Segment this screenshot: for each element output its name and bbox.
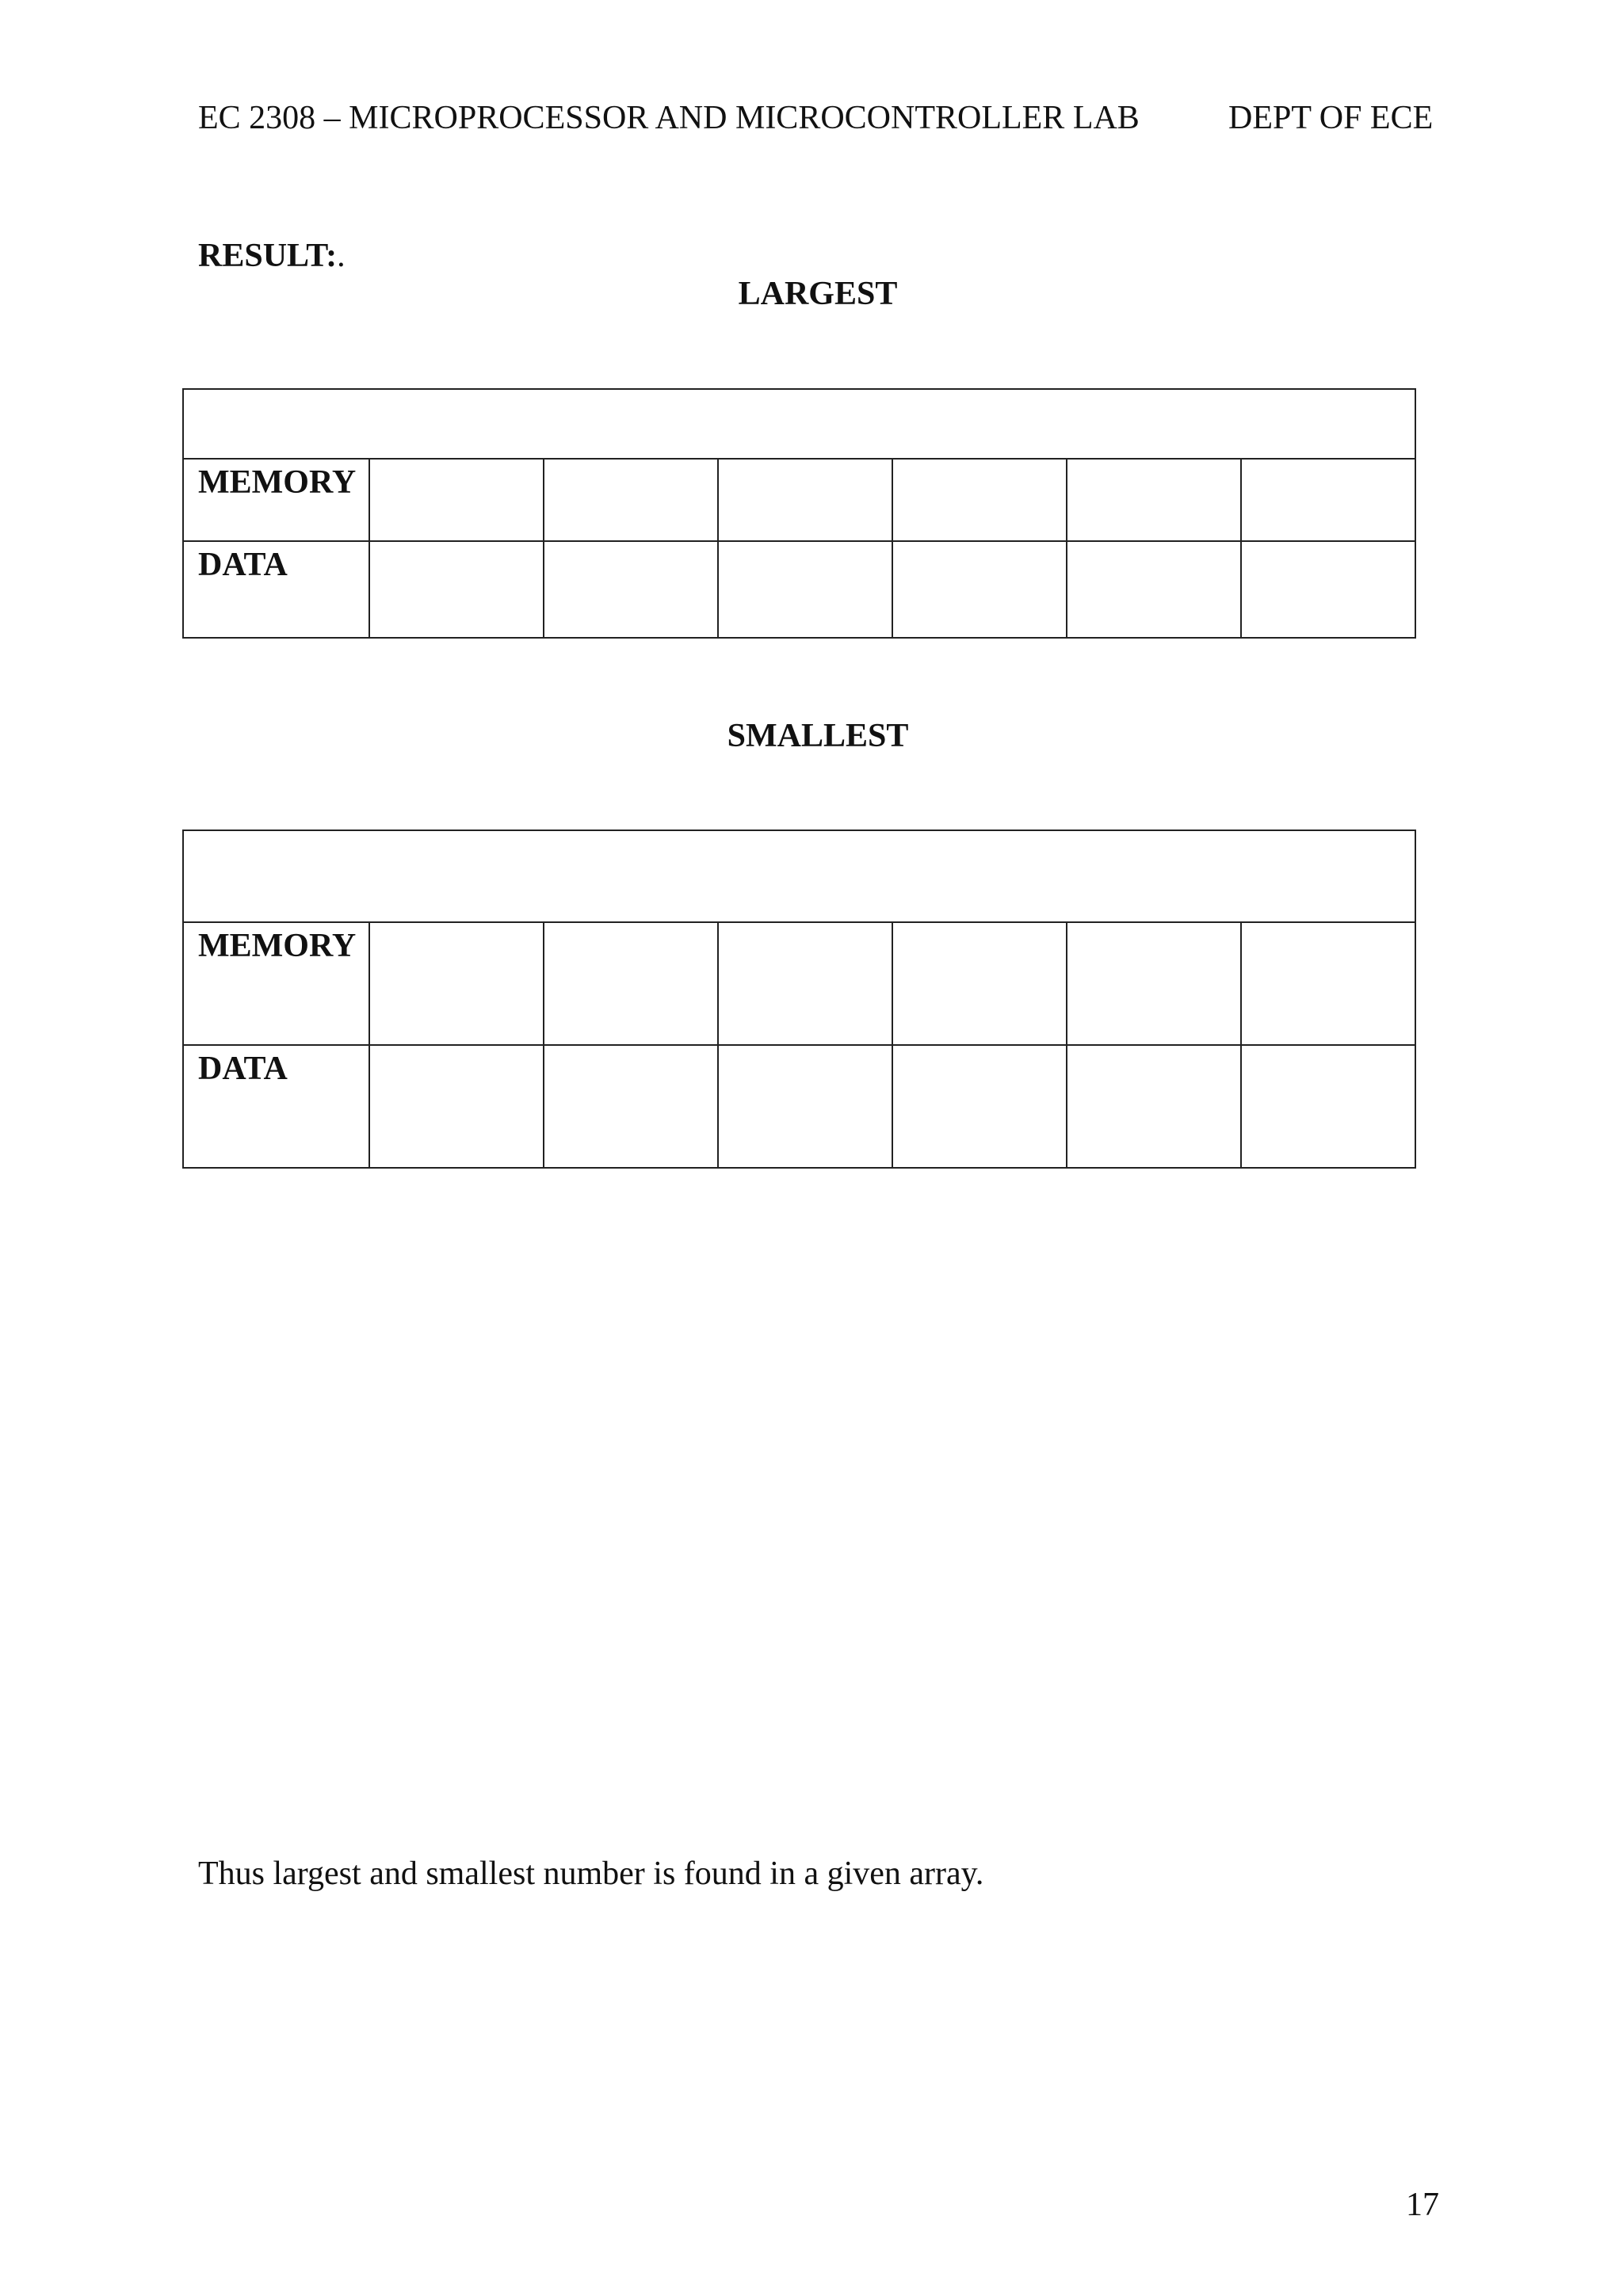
data-label: DATA (183, 541, 369, 638)
result-label: RESULT: (198, 238, 338, 274)
data-label: DATA (183, 1045, 369, 1168)
table-cell (1067, 1045, 1241, 1168)
table-cell (369, 1045, 544, 1168)
table-cell (1067, 541, 1241, 638)
smallest-title: SMALLEST (727, 718, 909, 754)
page-number: 17 (1406, 2187, 1439, 2223)
result-heading (198, 239, 346, 273)
table-cell (369, 922, 544, 1045)
table-cell (892, 922, 1067, 1045)
table-cell (718, 922, 892, 1045)
table-cell (1241, 922, 1415, 1045)
largest-table-header-cell (183, 389, 1415, 459)
table-cell (544, 922, 718, 1045)
table-row (183, 541, 1415, 638)
table-cell (1067, 459, 1241, 541)
largest-table (182, 388, 1416, 639)
header-department: DEPT OF ECE (1228, 100, 1434, 136)
table-cell (1241, 1045, 1415, 1168)
result-label-suffix: . (337, 238, 346, 274)
smallest-table-header-cell (183, 830, 1415, 922)
table-row (183, 922, 1415, 1045)
table-row (183, 1045, 1415, 1168)
table-cell (718, 1045, 892, 1168)
conclusion-text: Thus largest and smallest number is found in a given array. (198, 1855, 984, 1892)
table-cell (544, 541, 718, 638)
table-cell (1241, 459, 1415, 541)
header-course-title: EC 2308 – MICROPROCESSOR AND MICROCONTROLLER LAB (198, 100, 1140, 136)
smallest-table-header-row (183, 830, 1415, 922)
table-cell (369, 541, 544, 638)
table-cell (892, 1045, 1067, 1168)
table-cell (718, 541, 892, 638)
table-cell (892, 541, 1067, 638)
largest-title: LARGEST (738, 276, 898, 312)
table-row (183, 459, 1415, 541)
memory-label: MEMORY (183, 922, 369, 1045)
table-cell (369, 459, 544, 541)
memory-label: MEMORY (183, 459, 369, 541)
table-cell (1067, 922, 1241, 1045)
table-cell (544, 459, 718, 541)
table-cell (892, 459, 1067, 541)
largest-table-header-row (183, 389, 1415, 459)
smallest-table (182, 830, 1416, 1169)
table-cell (718, 459, 892, 541)
table-cell (1241, 541, 1415, 638)
table-cell (544, 1045, 718, 1168)
